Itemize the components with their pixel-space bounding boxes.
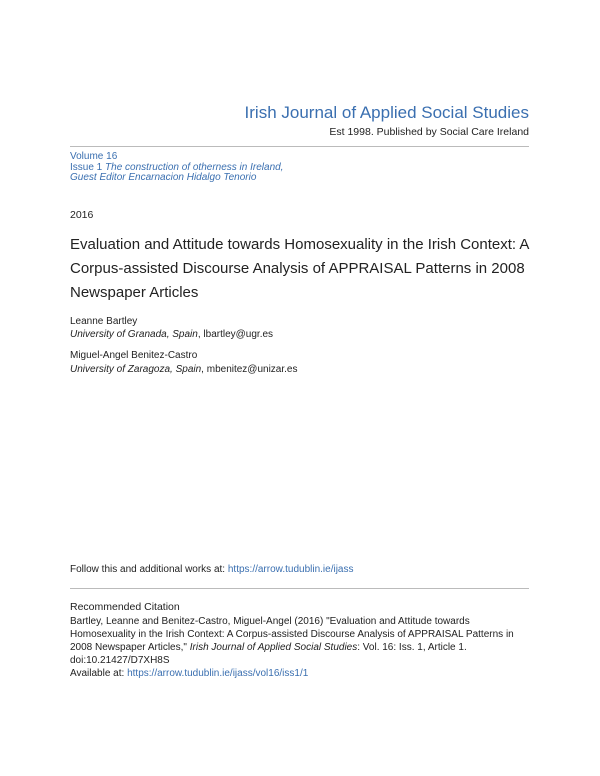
est-line: Est 1998. Published by Social Care Ireland [329,126,529,138]
journal-title[interactable] [0,103,529,123]
citation-body [70,615,525,680]
citation-divider [70,588,529,589]
follow-link[interactable]: https://arrow.tudublin.ie/ijass [227,564,354,575]
volume-link[interactable]: Volume 16 [70,151,118,162]
issue-link[interactable] [70,163,310,184]
author-email[interactable]: lbartley@ugr.es [203,329,274,340]
author-email[interactable]: mbenitez@unizar.es [206,364,298,375]
article-title: Evaluation and Attitude towards Homosexuality in the Irish Context: A Corpus-assisted Discourse Analysis of APPRAISAL Patterns in 2008 Newspaper Articles [70,236,529,301]
citation-details: : Vol. 16: Iss. 1, Article 1. [357,642,467,653]
publication-year: 2016 [70,209,94,221]
available-prefix: Available at: [70,668,125,679]
header-divider [70,146,529,147]
issue-title: The construction of otherness in Ireland, Guest Editor Encarnacion Hidalgo Tenorio [70,161,284,183]
affiliation-institution: University of Zaragoza, Spain [70,364,202,375]
follow-text: Follow this and additional works at: [70,564,226,575]
author-name: Miguel-Angel Benitez-Castro [70,350,198,361]
author-affiliation: University of Granada, Spain, lbartley@ugr.es [70,329,274,340]
author-affiliation: University of Zaragoza, Spain, mbenitez@unizar.es [70,364,298,375]
available-link[interactable]: https://arrow.tudublin.ie/ijass/vol16/iss1/1 [127,668,309,679]
journal-title-link[interactable]: Irish Journal of Applied Social Studies [244,103,529,122]
affiliation-institution: University of Granada, Spain [70,329,198,340]
issue-prefix: Issue 1 [70,161,103,173]
citation-doi: doi:10.21427/D7XH8S [70,655,170,666]
follow-line [70,564,353,575]
citation-heading: Recommended Citation [70,601,180,613]
citation-authors-text: Bartley, Leanne and Benitez-Castro, Miguel-Angel (2016) "Evaluation and Attitude towards Homosexuality in the Irish Context: A Corpus-assisted Discourse Analysis of APPRAISAL Patterns in 2008 Newspaper Articles," [70,616,514,653]
author-name: Leanne Bartley [70,316,138,327]
citation-journal: Irish Journal of Applied Social Studies [189,642,358,653]
volume-issue-block[interactable] [70,152,310,184]
